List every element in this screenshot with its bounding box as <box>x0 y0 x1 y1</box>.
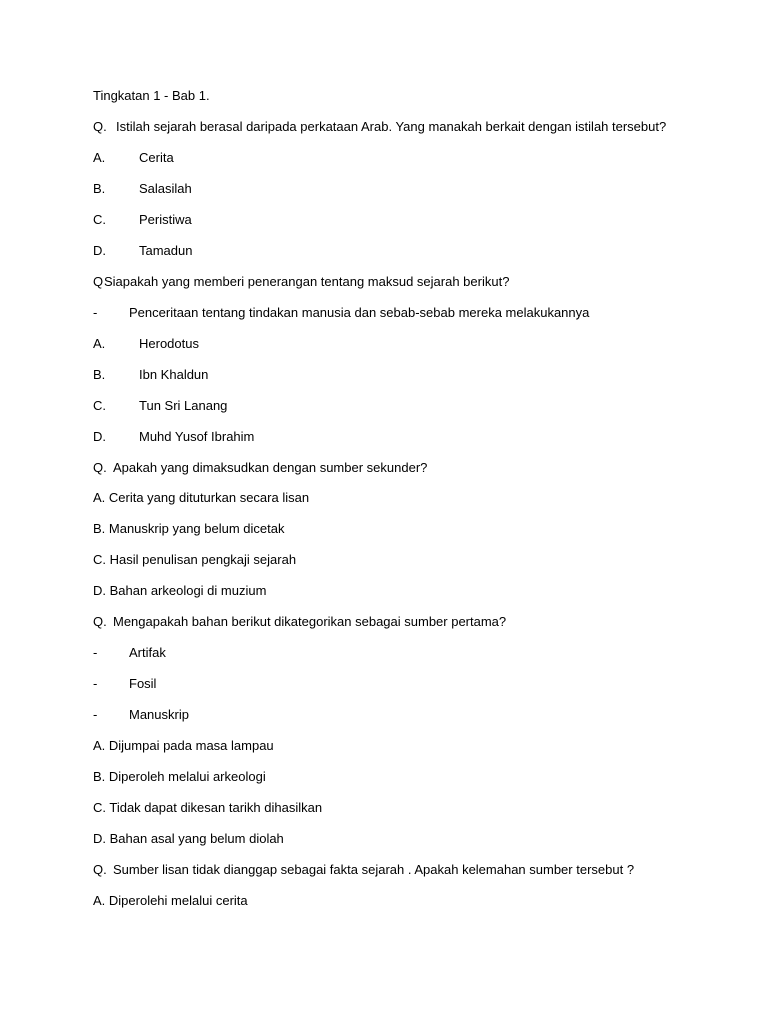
option-text: A. Cerita yang dituturkan secara lisan <box>93 490 310 505</box>
bullet-text: Penceritaan tentang tindakan manusia dan sebab-sebab mereka melakukannya <box>129 305 590 320</box>
option-letter: B. <box>93 367 106 382</box>
option-letter: C. <box>93 398 106 413</box>
question-3-prompt <box>93 460 428 476</box>
question-4-option-a <box>93 738 274 754</box>
question-2-option-d <box>93 429 255 445</box>
question-2-prompt <box>93 274 510 290</box>
question-label: Q. <box>93 614 107 629</box>
bullet-text: Artifak <box>129 645 166 660</box>
option-text: B. Diperoleh melalui arkeologi <box>93 769 266 784</box>
option-letter: D. <box>93 429 106 444</box>
option-letter: A. <box>93 336 106 351</box>
option-text: D. Bahan arkeologi di muzium <box>93 583 267 598</box>
question-1-option-a <box>93 150 174 166</box>
bullet-mark: - <box>93 645 98 660</box>
bullet-mark: - <box>93 676 98 691</box>
option-text: A. Dijumpai pada masa lampau <box>93 738 274 753</box>
question-label: Q. <box>93 119 107 134</box>
bullet-text: Fosil <box>129 676 157 691</box>
bullet-mark: - <box>93 305 98 320</box>
option-text: A. Diperolehi melalui cerita <box>93 893 248 908</box>
document-header <box>93 88 210 104</box>
question-4-option-c <box>93 800 322 816</box>
option-letter: B. <box>93 181 106 196</box>
question-1-prompt <box>93 119 667 135</box>
header-text: Tingkatan 1 - Bab 1. <box>93 88 210 103</box>
question-3-option-b <box>93 521 284 537</box>
option-text: D. Bahan asal yang belum diolah <box>93 831 284 846</box>
question-3-option-c <box>93 552 296 568</box>
option-letter: A. <box>93 150 106 165</box>
option-text: Muhd Yusof Ibrahim <box>139 429 255 444</box>
option-text: Ibn Khaldun <box>139 367 209 382</box>
question-2-option-b <box>93 367 209 383</box>
question-text: Istilah sejarah berasal daripada perkataan Arab. Yang manakah berkait dengan istilah tersebut? <box>116 119 667 134</box>
question-2-option-c <box>93 398 228 414</box>
question-5-option-a <box>93 893 248 909</box>
option-text: Tamadun <box>139 243 193 258</box>
option-letter: C. <box>93 212 106 227</box>
question-text: Apakah yang dimaksudkan dengan sumber sekunder? <box>113 460 428 475</box>
question-label: Q. <box>93 862 107 877</box>
option-text: Peristiwa <box>139 212 192 227</box>
question-4-prompt <box>93 614 507 630</box>
question-2-option-a <box>93 336 199 352</box>
question-2-bullet <box>93 305 590 321</box>
question-4-bullet-2 <box>93 676 157 692</box>
question-3-option-a <box>93 490 309 506</box>
bullet-mark: - <box>93 707 98 722</box>
question-4-bullet-3 <box>93 707 189 723</box>
question-5-prompt <box>93 862 635 878</box>
question-label: Q. <box>93 460 107 475</box>
question-text: Siapakah yang memberi penerangan tentang maksud sejarah berikut? <box>104 274 510 289</box>
option-text: Herodotus <box>139 336 199 351</box>
question-1-option-b <box>93 181 192 197</box>
question-label: Q <box>93 274 104 289</box>
bullet-text: Manuskrip <box>129 707 189 722</box>
question-4-option-b <box>93 769 266 785</box>
question-text: Mengapakah bahan berikut dikategorikan sebagai sumber pertama? <box>113 614 507 629</box>
option-text: B. Manuskrip yang belum dicetak <box>93 521 285 536</box>
option-text: Cerita <box>139 150 174 165</box>
question-3-option-d <box>93 583 266 599</box>
question-4-bullet-1 <box>93 645 166 661</box>
question-1-option-c <box>93 212 192 228</box>
question-text: Sumber lisan tidak dianggap sebagai fakta sejarah . Apakah kelemahan sumber tersebut ? <box>113 862 635 877</box>
option-text: C. Tidak dapat dikesan tarikh dihasilkan <box>93 800 323 815</box>
option-text: Tun Sri Lanang <box>139 398 228 413</box>
option-text: C. Hasil penulisan pengkaji sejarah <box>93 552 297 567</box>
question-1-option-d <box>93 243 193 259</box>
option-text: Salasilah <box>139 181 192 196</box>
question-4-option-d <box>93 831 284 847</box>
option-letter: D. <box>93 243 106 258</box>
